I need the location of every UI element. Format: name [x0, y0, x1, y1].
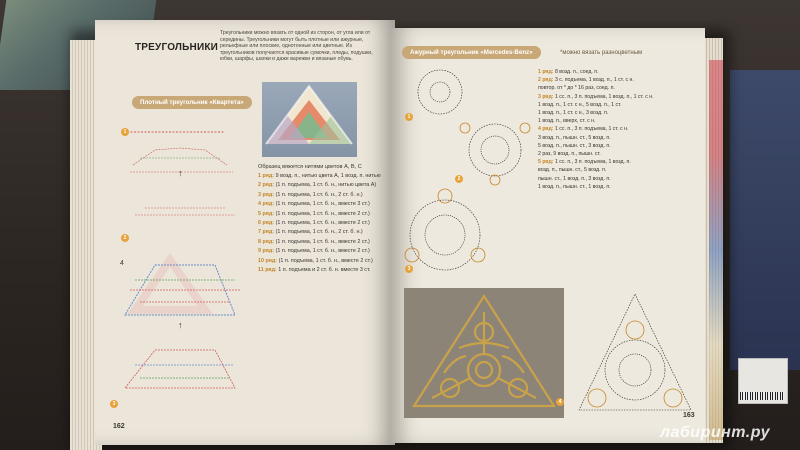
row-label: 5 ряд:: [538, 159, 554, 166]
instruction-row: [258, 172, 381, 181]
instruction-row: [258, 266, 381, 275]
instruction-row: [538, 125, 654, 133]
side-number: 4: [120, 260, 124, 267]
watermark: лабиринт.ру: [660, 424, 770, 441]
triangle-swatch-image: [262, 82, 357, 157]
instruction-row: [538, 93, 654, 101]
row-label: 11 ряд:: [258, 267, 277, 274]
instruction-row: [538, 183, 654, 191]
pattern-note: *можно вязать разноцветным: [560, 50, 643, 56]
row-text: (1 п. подъема, 1 ст. б. н., нитью цвета А): [275, 182, 377, 189]
instruction-row: [538, 142, 654, 150]
row-label: 4 ряд:: [258, 201, 275, 208]
row-text: (1 п. подъема, 1 ст. б. н., вместе 2 ст.): [275, 210, 370, 217]
row-text: 3 возд. п., пышн. ст., 5 возд. п.: [538, 134, 611, 141]
diagram-number: 2: [455, 175, 463, 183]
row-label: 1 ряд:: [538, 69, 554, 75]
instruction-row: [538, 150, 654, 158]
row-text: пышн. ст., 1 возд. п., 3 возд. п.: [538, 175, 611, 182]
instruction-row: [538, 166, 654, 174]
instruction-row: [538, 134, 654, 142]
instruction-row: [258, 200, 381, 209]
row-label: 7 ряд:: [258, 229, 275, 236]
instruction-row: [538, 158, 654, 166]
row-label: 5 ряд:: [258, 210, 275, 217]
page-number-left: 162: [113, 423, 125, 430]
row-text: 1 возд. п., вверх, ст. с н.: [538, 118, 596, 125]
section-title: ТРЕУГОЛЬНИКИ: [135, 42, 219, 53]
row-text: 1 возд. п., 1 ст. с н., 3 возд. п.: [538, 110, 609, 117]
instruction-row: [258, 228, 381, 237]
diagram-number: 2: [121, 234, 129, 242]
fabric-right: [730, 70, 800, 370]
lace-triangle-image: [404, 288, 564, 418]
row-label: 3 ряд:: [538, 93, 554, 100]
instruction-row: [258, 247, 381, 256]
instruction-row: [258, 181, 381, 190]
large-triangle-diagram: [575, 290, 695, 420]
rows-intro: Образец вяжется нитями цветов A, B, C: [258, 164, 362, 170]
row-text: (1 п. подъема, 1 ст. б. н., вместе 2 ст.): [278, 257, 373, 264]
row-text: 5 возд. п., пышн. ст., 3 возд. п.: [538, 142, 611, 149]
row-text: 1 сс. п., 3 п. подъема, 1 возд. п., 1 ст. с н.: [554, 93, 654, 100]
diagram-number: 3: [110, 400, 118, 408]
instruction-row: [258, 257, 381, 266]
instruction-row: [538, 68, 654, 76]
lace-photo: [404, 288, 564, 418]
instruction-row: [538, 84, 654, 92]
row-label: 1 ряд:: [258, 173, 275, 179]
diagram-number: 1: [121, 128, 129, 136]
intro-paragraph: Треугольники можно вязать от одной из сторон, от угла или от середины. Треугольники могут быть плотные или ажурные, рельефные или плоские, однотонные или цветные. Из треугольников получаются красивые сумочки, пледы, подушки, юбки, шарфы, шапки и даже варежки и вязаные обувь.: [220, 30, 373, 62]
row-text: (1 п. подъема, 1 ст. б. н., вместе 2 ст.): [275, 220, 370, 227]
row-text: 1 сс. п., 3 п. подъема, 1 ст. с н.: [554, 126, 629, 133]
row-label: 8 ряд:: [258, 238, 275, 245]
barcode: [740, 392, 784, 400]
diagram-number: 1: [405, 113, 413, 121]
instruction-row: [538, 109, 654, 117]
right-crochet-diagrams: [400, 60, 550, 285]
instruction-row: [258, 219, 381, 228]
diagram-number: 3: [405, 265, 413, 273]
swatch-photo: [262, 82, 357, 157]
row-text: (1 п. подъема, 1 ст. б. н., 2 ст. б. н.): [275, 191, 363, 198]
row-text: 8 возд. п., соед. п.: [554, 69, 599, 75]
instruction-row: [538, 175, 654, 183]
instruction-row: [538, 117, 654, 125]
row-text: (1 п. подъема, 1 ст. б. н., вместе 3 ст.): [275, 201, 370, 208]
left-instructions: [258, 172, 381, 275]
row-text: 2 раз, 9 возд. п., пышн. ст.: [538, 151, 601, 158]
instruction-row: [258, 210, 381, 219]
row-text: 1 возд. п., 1 ст. с н., 5 возд. п., 1 ст.: [538, 101, 622, 108]
diagram-number: 4: [556, 398, 564, 406]
row-label: 9 ряд:: [258, 248, 275, 255]
row-text: 1 п. подъема и 2 ст. б. н. вместе 3 ст.: [278, 267, 371, 274]
pattern-title-right: Ажурный треугольник «Mercedes-Benz»: [402, 46, 541, 59]
row-text: 1 возд. п., пышн. ст., 1 возд. п.: [538, 183, 611, 190]
instruction-row: [538, 101, 654, 109]
page-number-right: 163: [683, 412, 695, 419]
right-instructions: [538, 68, 654, 191]
row-text: (1 п. подъема, 1 ст. б. н., вместе 2 ст.): [275, 248, 370, 255]
colored-page-edges: [709, 60, 723, 440]
row-label: 2 ряд:: [258, 182, 275, 189]
row-text: 1 сс. п., 3 п. подъема, 1 возд. п.: [554, 159, 631, 166]
arrow-up-icon: ↑: [178, 320, 183, 330]
row-text: 9 возд. п., нитью цвета А, 1 возд. п. нитью: [275, 173, 381, 179]
row-text: (1 п. подъема, 1 ст. б. н., вместе 2 ст.): [275, 238, 370, 245]
row-label: 6 ряд:: [258, 220, 275, 227]
left-crochet-diagrams: [115, 120, 265, 420]
row-text: возд. п., пышн. ст., 5 возд. п.: [538, 167, 607, 174]
row-label: 4 ряд:: [538, 126, 554, 133]
pattern-title-left: Плотный треугольник «Квартета»: [132, 96, 252, 109]
instruction-row: [538, 76, 654, 84]
row-label: 2 ряд:: [538, 77, 554, 84]
row-text: повтор. от * до * 16 раз, соед. п.: [538, 85, 615, 92]
row-label: 3 ряд:: [258, 191, 275, 198]
row-label: 10 ряд:: [258, 257, 278, 264]
instruction-row: [258, 191, 381, 200]
arrow-up-icon: ↑: [178, 168, 183, 178]
row-text: (1 п. подъема, 1 ст. б. н., 2 ст. б. н.): [275, 229, 363, 236]
instruction-row: [258, 238, 381, 247]
row-text: 3 с. подъема, 1 возд. п., 1 ст. с н.: [554, 77, 634, 84]
